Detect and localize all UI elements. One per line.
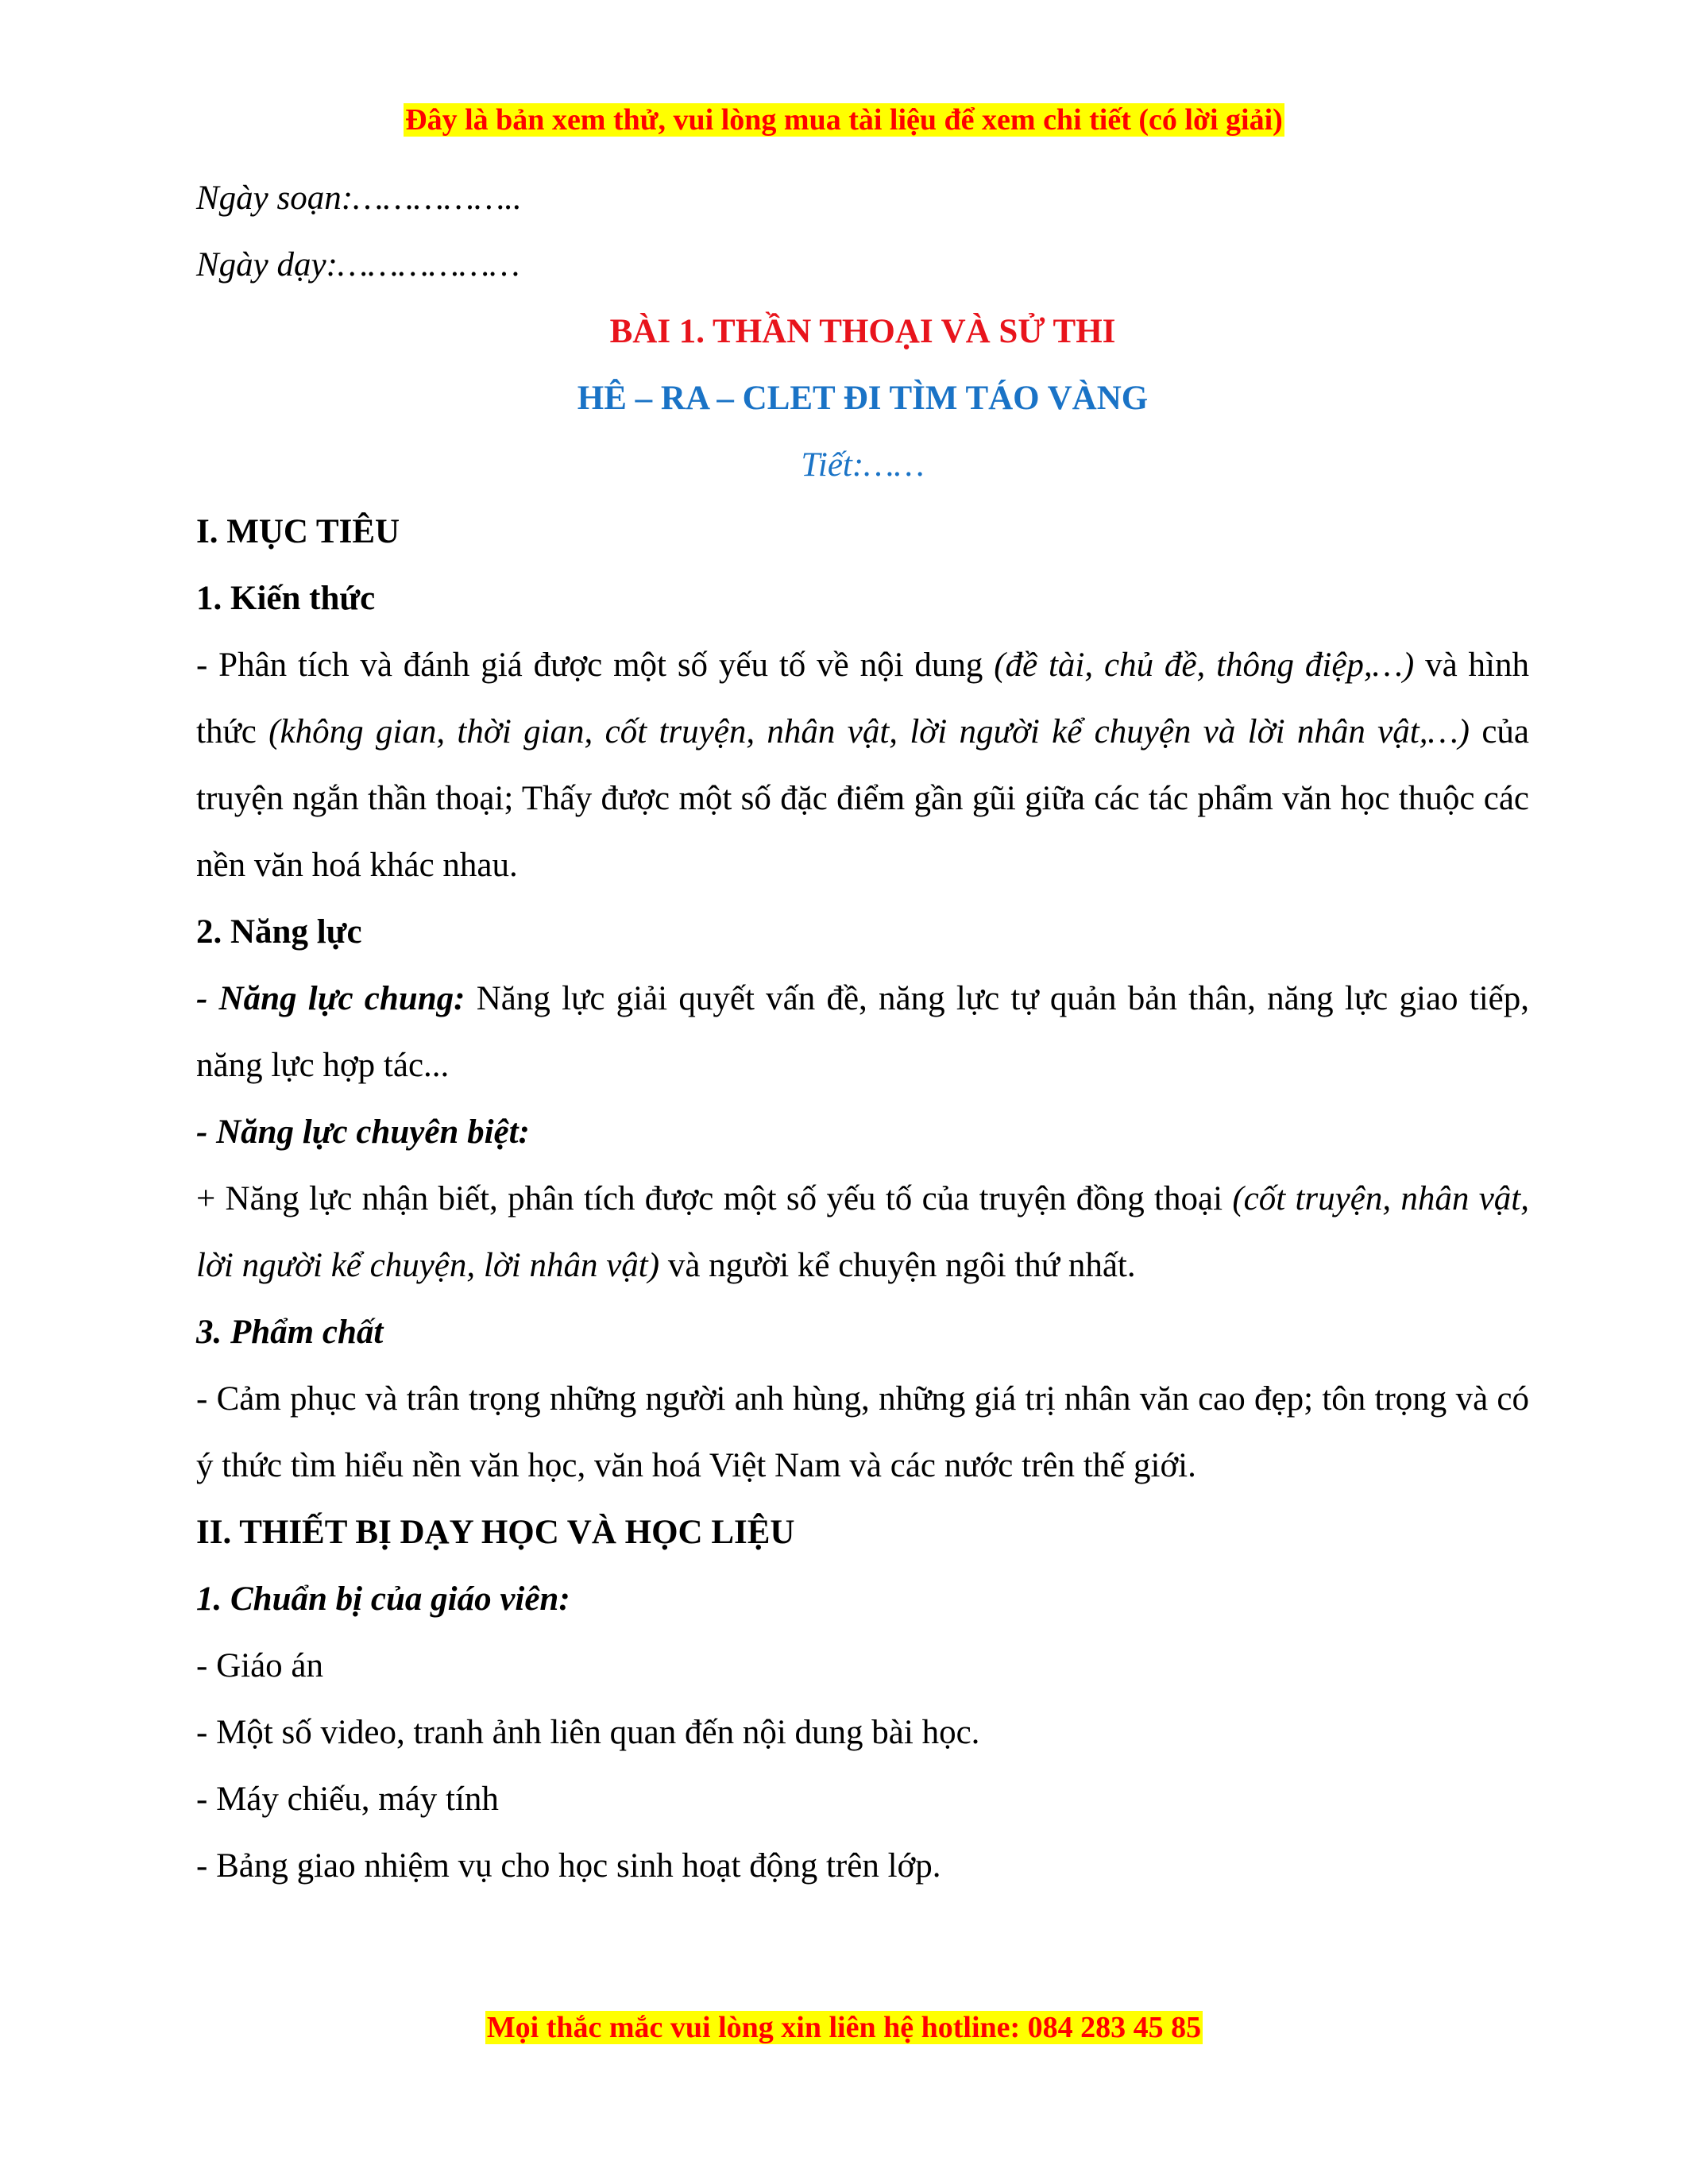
- kien-thuc-heading: 1. Kiến thức: [196, 580, 376, 617]
- lesson-title: BÀI 1. THẦN THOẠI VÀ SỬ THI: [609, 313, 1116, 350]
- list-item: - Bảng giao nhiệm vụ cho học sinh hoạt động trên lớp.: [196, 1847, 941, 1885]
- pham-chat-heading: 3. Phẩm chất: [196, 1314, 384, 1351]
- kien-thuc-italic-2: (không gian, thời gian, cốt truyện, nhân vật, lời người kể chuyện và lời nhân vật,…): [268, 713, 1470, 751]
- hotline-banner: [0, 2008, 1688, 2047]
- section-2-heading: II. THIẾT BỊ DẠY HỌC VÀ HỌC LIỆU: [196, 1514, 795, 1551]
- nang-luc-chuyen-biet-paragraph: [196, 1166, 1529, 1299]
- section-1-heading: I. MỤC TIÊU: [196, 513, 400, 550]
- list-item: - Giáo án: [196, 1647, 323, 1684]
- list-item: - Máy chiếu, máy tính: [196, 1781, 499, 1818]
- kien-thuc-paragraph: [196, 632, 1529, 899]
- nang-luc-chuyen-biet-italic: (cốt truyện, nhân vật, lời người kể chuyện, lời nhân vật): [196, 1180, 1529, 1284]
- nang-luc-chung-text: Năng lực giải quyết vấn đề, năng lực tự quản bản thân, năng lực giao tiếp, năng lực hợp tác...: [196, 980, 1529, 1084]
- nang-luc-chuyen-biet-text-1: + Năng lực nhận biết, phân tích được một số yếu tố của truyện đồng thoại: [196, 1180, 1233, 1217]
- tiet-label: Tiết:……: [801, 446, 925, 484]
- kien-thuc-italic-1: (đề tài, chủ đề, thông điệp,…): [994, 646, 1415, 684]
- kien-thuc-text-2: và hình thức: [196, 646, 1529, 751]
- nang-luc-heading: 2. Năng lực: [196, 913, 362, 951]
- nang-luc-chuyen-biet-label: - Năng lực chuyên biệt:: [196, 1113, 530, 1151]
- hotline-banner-text: Mọi thắc mắc vui lòng xin liên hệ hotline: 084 283 45 85: [486, 2011, 1202, 2044]
- document-body: [196, 165, 1529, 1900]
- story-title: HÊ – RA – CLET ĐI TÌM TÁO VÀNG: [577, 380, 1149, 417]
- ngay-soan: Ngày soạn:……………..: [196, 179, 522, 217]
- kien-thuc-text-1: - Phân tích và đánh giá được một số yếu tố về nội dung: [196, 646, 995, 684]
- nang-luc-chung-label: - Năng lực chung:: [196, 980, 465, 1017]
- kien-thuc-text-3: của truyện ngắn thần thoại; Thấy được một số đặc điểm gần gũi giữa các tác phẩm văn học thuộc các nền văn hoá khác nhau.: [196, 713, 1530, 884]
- ngay-day: Ngày dạy:………………: [196, 246, 520, 284]
- gv-heading: 1. Chuẩn bị của giáo viên:: [196, 1580, 570, 1618]
- preview-banner-text: Đây là bản xem thử, vui lòng mua tài liệu để xem chi tiết (có lời giải): [405, 103, 1283, 137]
- nang-luc-chuyen-biet-text-2: và người kể chuyện ngôi thứ nhất.: [659, 1247, 1136, 1284]
- list-item: - Một số video, tranh ảnh liên quan đến nội dung bài học.: [196, 1714, 980, 1751]
- pham-chat-paragraph: - Cảm phục và trân trọng những người anh hùng, những giá trị nhân văn cao đẹp; tôn trọng và có ý thức tìm hiểu nền văn học, văn hoá Việt Nam và các nước trên thế giới.: [196, 1380, 1529, 1484]
- nang-luc-chung-paragraph: [196, 966, 1529, 1099]
- preview-banner: [0, 100, 1688, 140]
